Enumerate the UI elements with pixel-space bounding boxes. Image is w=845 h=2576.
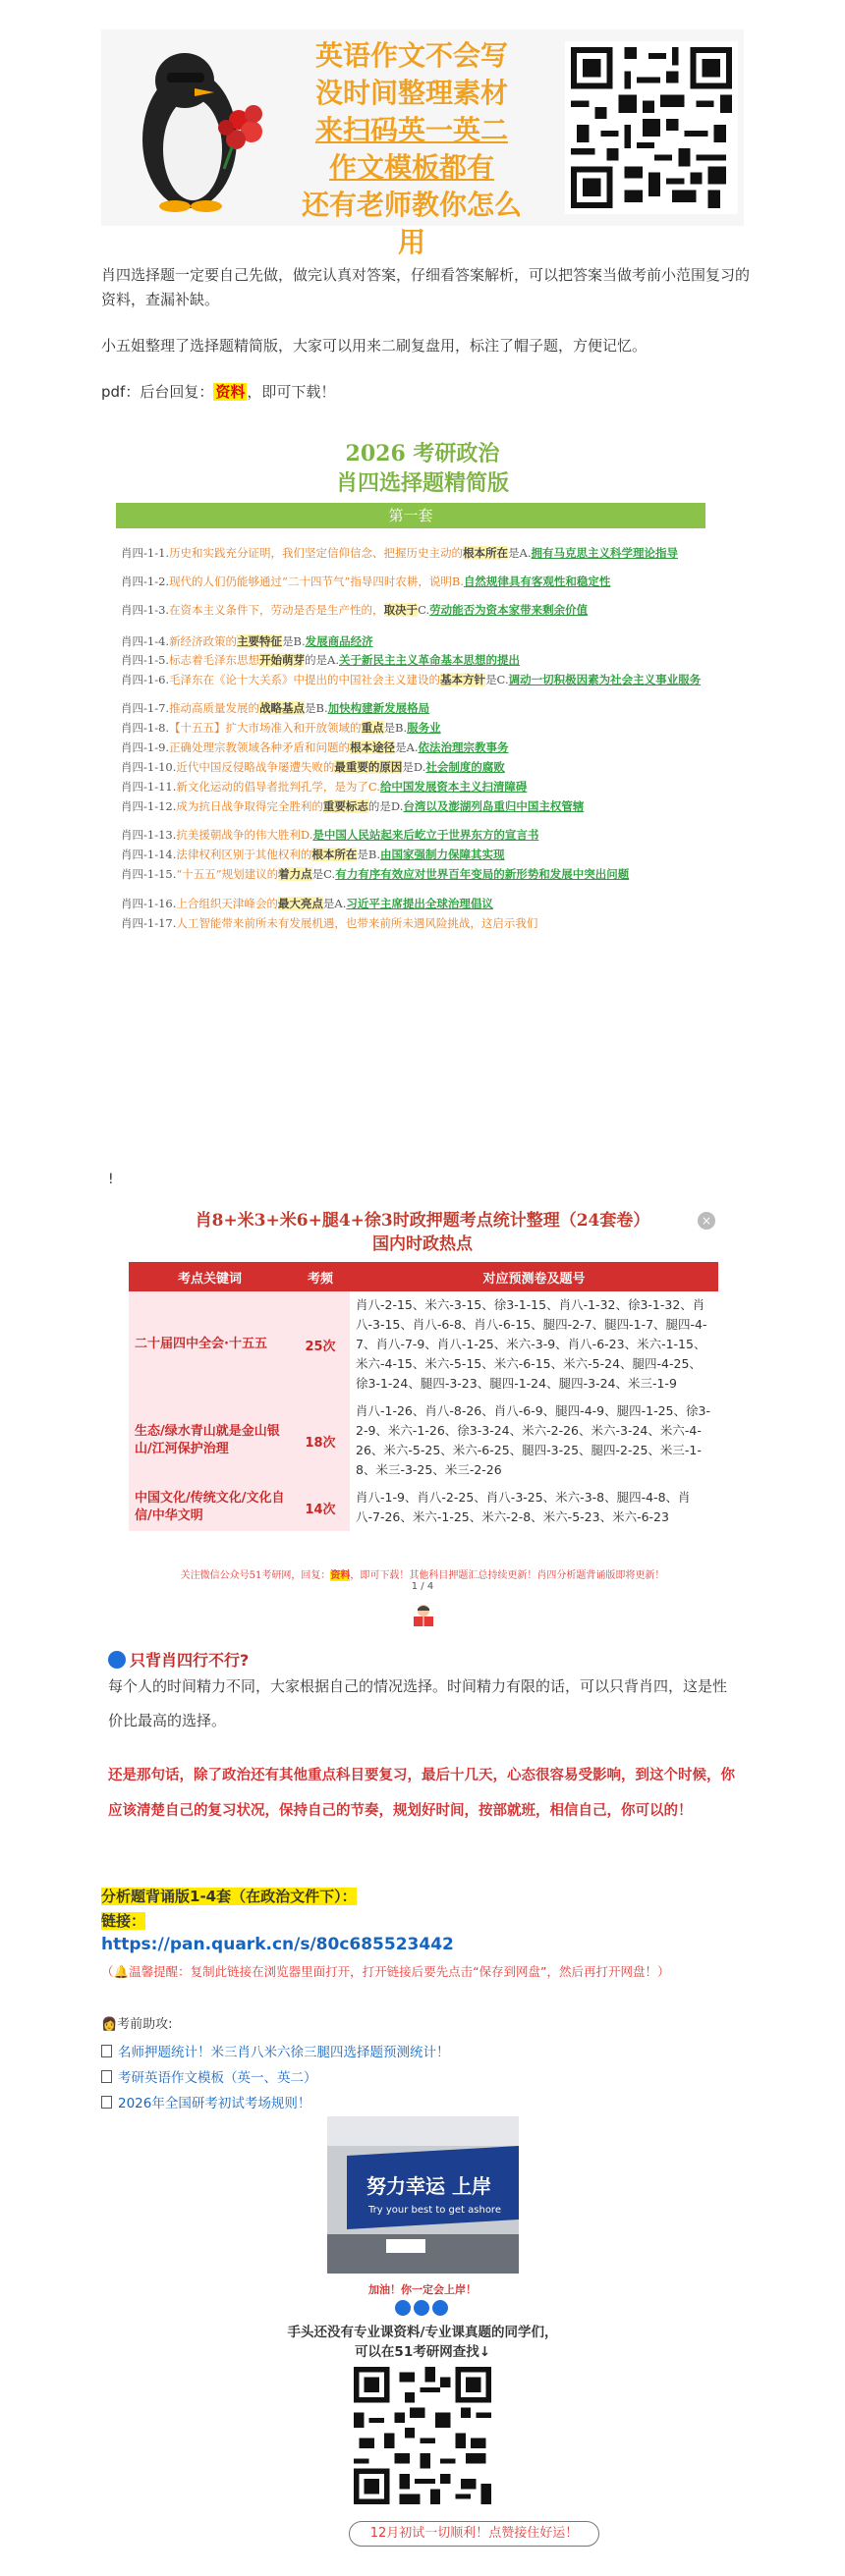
- sign-cn: 努力幸运 上岸: [366, 2174, 491, 2198]
- card-subtitle: 国内时政热点: [372, 1234, 473, 1254]
- table-header-row: [129, 1262, 718, 1291]
- question-item: [121, 894, 720, 913]
- pdf-prefix: pdf：后台回复：: [101, 383, 214, 401]
- question-answer: 拥有马克思主义科学理论指导: [531, 546, 679, 560]
- question-answer: 劳动能否为资本家带来剩余价值: [429, 603, 589, 617]
- question-item: [121, 631, 720, 651]
- question-label: 肖四-1-2.: [121, 575, 170, 588]
- question-label: 肖四-1-17.: [121, 916, 177, 930]
- emphasis-paragraph: 还是那句话，除了政治还有其他重点科目要复习，最后十几天，心态很容易受影响，到这个时候，你应该清楚自己的复习状况，保持自己的节奏，规划好时间，按部就班，相信自己，你可以的！: [108, 1768, 735, 1819]
- table-row: [129, 1291, 718, 1398]
- question-answer-letter: 是B.: [305, 701, 328, 715]
- doc-subtitle: 肖四选择题精简版: [335, 470, 509, 496]
- question-keyword: 根本所在: [311, 848, 358, 861]
- question-answer-letter: 是A.: [508, 546, 532, 560]
- question-stem: 近代中国反侵略战争屡遭失败的: [176, 760, 335, 774]
- question-answer: 习近平主席提出全球治理倡议: [346, 897, 493, 910]
- question-item: [121, 777, 720, 796]
- doc-title: 2026 考研政治: [345, 441, 500, 466]
- table-row: [129, 1398, 718, 1484]
- blue-circle-icon: [108, 1651, 126, 1669]
- question-label: 肖四-1-16.: [121, 897, 177, 910]
- question-label: 肖四-1-6.: [121, 673, 170, 686]
- qr-code-icon[interactable]: [349, 2362, 496, 2509]
- page-indicator: 1 / 4: [411, 1581, 434, 1592]
- question-keyword: 战略基点: [259, 701, 306, 715]
- question-stem: 推动高质量发展的: [169, 701, 260, 715]
- question-item: [121, 825, 720, 845]
- card-title: 肖8+米3+米6+腿4+徐3时政押题考点统计整理（24套卷）: [195, 1211, 650, 1231]
- question-stem: 成为抗日战争取得完全胜利的: [176, 799, 323, 813]
- question-answer-letter: C.: [418, 603, 430, 617]
- question-answer-letter: 是B.: [357, 848, 380, 861]
- body-paragraph: 每个人的时间精力不同，大家根据自己的情况选择。时间精力有限的话，可以只背肖四，这是性价比最高的选择。: [108, 1677, 728, 1729]
- question-item: [121, 600, 720, 620]
- question-keyword: 基本方针: [440, 673, 486, 686]
- question-answer-letter: 的是D.: [367, 799, 404, 813]
- question-keyword: 根本所在: [463, 546, 509, 560]
- question-answer: 给中国发展资本主义扫清障碍: [379, 780, 528, 794]
- column-header: 考频: [291, 1262, 350, 1291]
- banner-line: 作文模板都有: [328, 151, 494, 184]
- question-answer: 自然规律具有客观性和稳定性: [463, 575, 611, 588]
- section-bar: 第一套: [116, 503, 705, 528]
- question-label: 肖四-1-5.: [121, 653, 170, 667]
- question-stem: 历史和实践充分证明，我们坚定信仰信念、把握历史主动的: [169, 546, 464, 560]
- question-label: 肖四-1-3.: [121, 603, 170, 617]
- question-stem: 抗美援朝战争的伟大胜利D.: [176, 828, 313, 842]
- banner-line: 还有老师教你怎么用: [301, 189, 522, 258]
- exclamation: !: [108, 1172, 114, 1187]
- help-link-label[interactable]: 考研英语作文模板（英一、英二）: [118, 2070, 317, 2086]
- question-keyword: 主要特征: [237, 634, 283, 648]
- blue-circle-icon: [414, 2300, 429, 2316]
- close-icon[interactable]: ×: [698, 1212, 715, 1230]
- prediction-cell: 肖八-1-9、肖八-2-25、肖八-3-25、米六-3-8、腿四-4-8、肖八-7-26、米六-1-25、米六-2-8、米六-5-23、米六-6-23: [350, 1484, 718, 1531]
- question-keyword: 最大亮点: [277, 897, 323, 910]
- question-answer: 台湾以及澎湖列岛重归中国主权管辖: [403, 799, 585, 813]
- question-stem: 新经济政策的: [169, 634, 238, 648]
- blue-circle-icon: [432, 2300, 448, 2316]
- intro-paragraph: 肖四选择题一定要自己先做，做完认真对答案，仔细看答案解析，可以把答案当做考前小范围复习的资料，查漏补缺。: [101, 266, 751, 308]
- question-answer: 加快构建新发展格局: [327, 701, 430, 715]
- question-stem: 上合组织天津峰会的: [176, 897, 278, 910]
- question-stem: 在资本主义条件下，劳动是否是生产性的，: [169, 603, 384, 617]
- question-label: 肖四-1-4.: [121, 634, 170, 648]
- question-stem: 人工智能带来前所未有发展机遇，也带来前所未遇风险挑战，这启示我们: [176, 916, 538, 930]
- question-answer: 服务业: [407, 721, 441, 735]
- question-answer: 依法治理宗教事务: [418, 740, 509, 754]
- question-keyword: 开始萌芽: [259, 653, 306, 667]
- section-heading: [108, 1648, 249, 1671]
- pdf-keyword: 资料: [215, 383, 246, 401]
- question-keyword: 根本途径: [350, 740, 396, 754]
- section-heading-text: 只背肖四行不行?: [130, 1651, 250, 1670]
- promo-banner[interactable]: [101, 29, 744, 258]
- column-header: 考点关键词: [129, 1262, 291, 1291]
- question-item: [121, 650, 720, 670]
- decorative-dots: [395, 2300, 448, 2316]
- question-answer-letter: 的是A.: [305, 653, 340, 667]
- question-label: 肖四-1-10.: [121, 760, 177, 774]
- link-label: 链接：: [101, 1912, 146, 1930]
- topic-cell: 中国文化/传统文化/文化自信/中华文明: [129, 1484, 291, 1531]
- question-stem: 【十五五】扩大市场准入和开放领域的: [169, 721, 362, 735]
- note-suffix: ，即可下载！其他科目押题汇总持续更新！肖四分析题背诵版即将更新！: [350, 1570, 665, 1581]
- question-answer-letter: 是C.: [311, 867, 336, 881]
- question-item: [121, 796, 720, 816]
- question-label: 肖四-1-15.: [121, 867, 177, 881]
- note-prefix: 关注微信公众号51考研网，回复：: [180, 1570, 331, 1581]
- question-answer-letter: 是D.: [402, 760, 426, 774]
- card-footnote: [101, 1566, 744, 1581]
- question-label: 肖四-1-1.: [121, 546, 170, 560]
- question-answer: 关于新民主主义革命基本思想的提出: [339, 653, 521, 667]
- hot-topics-table: [129, 1262, 718, 1531]
- quark-pan-link[interactable]: https://pan.quark.cn/s/80c685523442: [101, 1935, 454, 1954]
- frequency-cell: 18次: [291, 1398, 350, 1484]
- prediction-cell: 肖八-1-26、肖八-8-26、肖八-6-9、腿四-4-9、腿四-1-25、徐3-2-9、米六-1-26、徐3-3-24、米六-2-26、米六-3-24、米六-4-26、米六-5-25、米六-6-25、腿四-3-25、腿四-2-25、米三-1-8、米三-3-25、米三-2-26: [350, 1398, 718, 1484]
- question-keyword: 重点: [361, 721, 384, 735]
- question-item: [121, 572, 720, 591]
- question-item: [121, 757, 720, 777]
- question-label: 肖四-1-7.: [121, 701, 170, 715]
- question-item: [121, 845, 720, 864]
- pdf-download-line: [101, 380, 750, 405]
- question-stem: 毛泽东在《论十大关系》中提出的中国社会主义建设的: [169, 673, 441, 686]
- question-item: [121, 718, 720, 738]
- help-link-item[interactable]: [101, 2041, 450, 2060]
- question-keyword: 重要标志: [322, 799, 368, 813]
- help-link-item[interactable]: [101, 2066, 317, 2086]
- frequency-cell: 25次: [291, 1291, 350, 1398]
- penguin-with-roses-icon: [116, 41, 283, 218]
- final-wish-pill: 12月初试一切顺利！点赞接住好运！: [349, 2521, 599, 2547]
- question-answer-letter: 是B.: [282, 634, 306, 648]
- question-answer-letter: 是B.: [383, 721, 408, 735]
- ashore-sign-photo: [327, 2116, 519, 2274]
- question-answer-letter: 是C.: [485, 673, 509, 686]
- question-label: 肖四-1-9.: [121, 740, 170, 754]
- question-label: 肖四-1-11.: [121, 780, 177, 794]
- topic-cell: 二十届四中全会·十五五: [129, 1291, 291, 1398]
- banner-line: 没时间整理素材: [314, 77, 508, 109]
- table-row: [129, 1484, 718, 1531]
- ask-line: 手头还没有专业课资料/专业课真题的同学们，: [287, 2325, 558, 2340]
- banner-text: [294, 37, 530, 261]
- banner-line: 来扫码英一英二: [314, 114, 508, 146]
- document-icon: [101, 2045, 112, 2057]
- question-stem: 新文化运动的倡导者批判孔学，是为了C.: [176, 780, 380, 794]
- banner-line: 英语作文不会写: [314, 39, 508, 72]
- question-stem: “十五五”规划建议的: [176, 867, 279, 881]
- blue-circle-icon: [395, 2300, 411, 2316]
- question-stem: 法律权利区别于其他权利的: [176, 848, 312, 861]
- question-answer: 有力有序有效应对世界百年变局的新形势和发展中突出问题: [335, 867, 630, 881]
- question-answer: 调动一切积极因素为社会主义事业服务: [508, 673, 702, 686]
- question-item: [121, 864, 720, 884]
- qr-code-icon[interactable]: [565, 41, 738, 214]
- question-keyword: 着力点: [278, 867, 312, 881]
- reader-icon: [411, 1603, 436, 1628]
- question-item: [121, 738, 720, 757]
- question-item: [121, 913, 720, 933]
- document-icon: [101, 2070, 112, 2083]
- column-header: 对应预测卷及题号: [350, 1262, 718, 1291]
- sign-en: Try your best to get ashore: [368, 2205, 501, 2216]
- prediction-cell: 肖八-2-15、米六-3-15、徐3-1-15、肖八-1-32、徐3-1-32、肖八-3-15、肖八-6-8、肖八-6-15、腿四-2-7、腿四-1-7、腿四-4-7、肖八-7-9、肖八-1-25、米六-3-9、肖八-6-23、米六-1-15、米六-4-15、米六-5-15、米六-6-15、米六-5-24、腿四-4-25、徐3-1-24、腿四-3-23、腿四-1-24、腿四-3-24、米三-1-9: [350, 1291, 718, 1398]
- question-item: [121, 670, 720, 689]
- question-label: 肖四-1-13.: [121, 828, 177, 842]
- hot-topics-card: [101, 1198, 744, 1591]
- question-answer: 由国家强制力保障其实现: [380, 848, 505, 861]
- question-answer-letter: 是A.: [395, 740, 419, 754]
- download-title: 分析题背诵版1-4套（在政治文件下）：: [101, 1888, 357, 1905]
- question-stem: 现代的人们仍能够通过“二十四节气”指导四时农耕，说明B.: [169, 575, 464, 588]
- question-item: [121, 543, 720, 563]
- question-label: 肖四-1-14.: [121, 848, 177, 861]
- question-label: 肖四-1-8.: [121, 721, 170, 735]
- topic-cell: 生态/绿水青山就是金山银山/江河保护治理: [129, 1398, 291, 1484]
- tip-text: （🔔温馨提醒：复制此链接在浏览器里面打开，打开链接后要先点击“保存到网盘”，然后再打开网盘！）: [101, 1964, 670, 1979]
- frequency-cell: 14次: [291, 1484, 350, 1531]
- intro-paragraph: 小五姐整理了选择题精简版，大家可以用来二刷复盘用，标注了帽子题，方便记忆。: [101, 337, 648, 355]
- document-icon: [101, 2096, 112, 2109]
- help-link-item[interactable]: [101, 2092, 310, 2111]
- question-stem: 正确处理宗教领域各种矛盾和问题的: [169, 740, 351, 754]
- question-answer: 是中国人民站起来后屹立于世界东方的宣言书: [312, 828, 539, 842]
- note-keyword: 资料: [330, 1570, 351, 1581]
- question-stem: 标志着毛泽东思想: [169, 653, 260, 667]
- help-link-label[interactable]: 名师押题统计！米三肖八米六徐三腿四选择题预测统计！: [118, 2045, 450, 2060]
- ask-line: 可以在51考研网查找↓: [354, 2344, 491, 2360]
- question-item: [121, 698, 720, 718]
- question-answer: 发展商品经济: [305, 634, 373, 648]
- politics-summary-image: [101, 437, 744, 1144]
- pdf-suffix: ，即可下载！: [247, 383, 336, 401]
- question-keyword: 取决于: [383, 603, 419, 617]
- question-label: 肖四-1-12.: [121, 799, 177, 813]
- question-keyword: 最重要的原因: [334, 760, 403, 774]
- cheer-text: 加油！你一定会上岸！: [368, 2283, 477, 2296]
- help-heading: 👩考前助攻:: [101, 2017, 173, 2032]
- help-link-label[interactable]: 2026年全国研考初试考场规则！: [118, 2096, 311, 2111]
- question-answer: 社会制度的腐败: [425, 760, 505, 774]
- question-answer-letter: 是A.: [322, 897, 347, 910]
